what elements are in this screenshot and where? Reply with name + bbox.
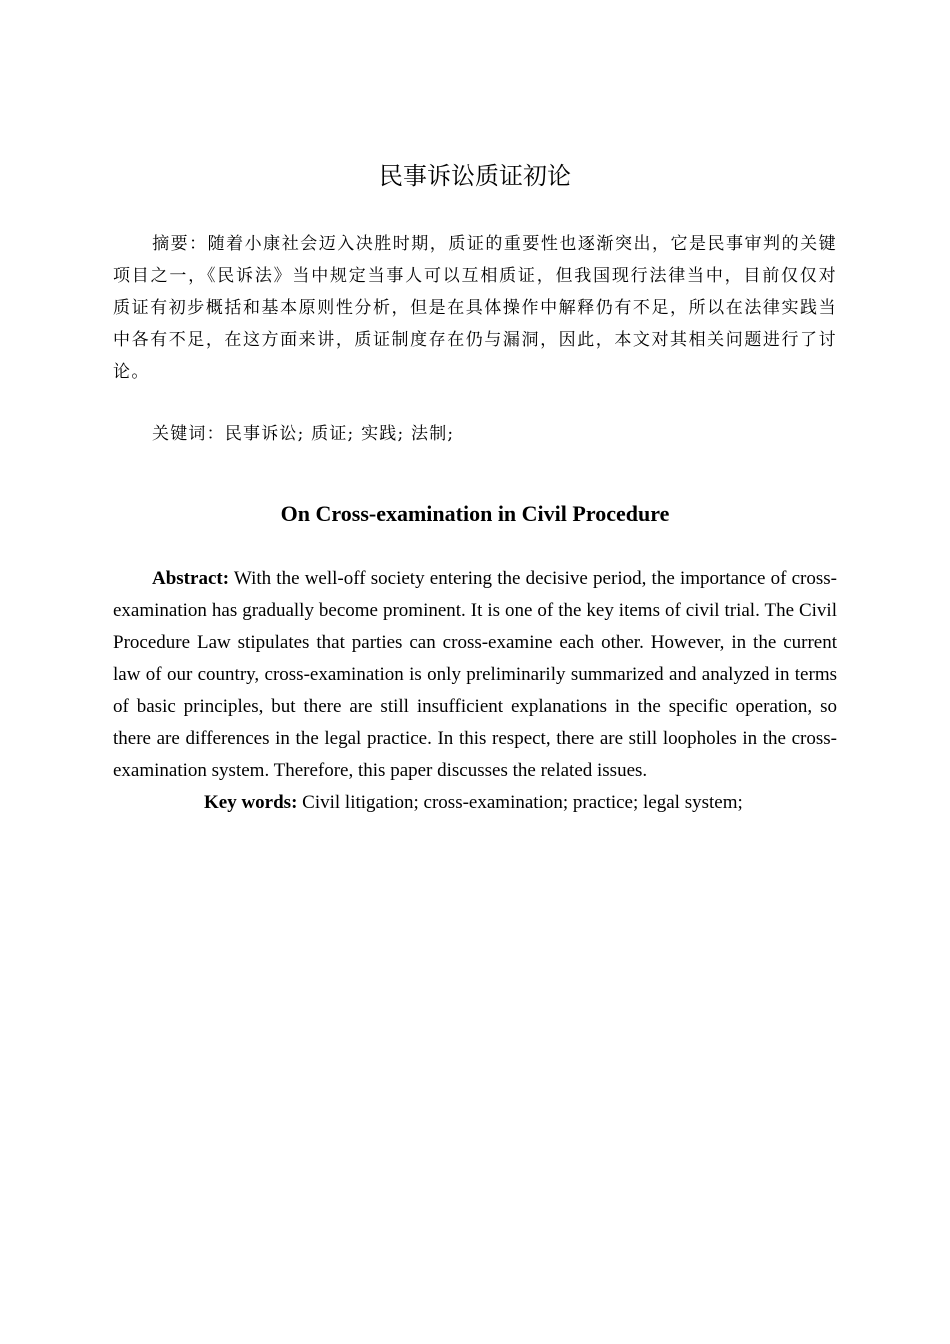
english-title: On Cross-examination in Civil Procedure — [280, 501, 670, 526]
chinese-keywords — [152, 418, 837, 450]
english-abstract — [113, 563, 837, 787]
chinese-keywords-label: 关键词： — [152, 424, 225, 444]
chinese-abstract-text: 随着小康社会迈入决胜时期，质证的重要性也逐渐突出，它是民事审判的关键项目之一，《民诉法》当中规定当事人可以互相质证，但我国现行法律当中，目前仅仅对质证有初步概括和基本原则性分析，但是在具体操作中解释仍有不足，所以在法律实践当中各有不足，在这方面来讲，质证制度存在仍与漏洞，因此，本文对其相关问题进行了讨论。 — [113, 234, 837, 382]
chinese-abstract-label: 摘要： — [152, 234, 208, 254]
english-keywords-text: Civil litigation; cross-examination; practice; legal system; — [302, 792, 743, 813]
chinese-abstract — [113, 228, 837, 388]
english-keywords-label: Key words: — [204, 792, 298, 813]
english-abstract-label: Abstract: — [152, 568, 230, 589]
english-keywords — [204, 787, 837, 819]
english-abstract-text: With the well-off society entering the decisive period, the importance of cross-examination has gradually become prominent. It is one of the key items of civil trial. The Civil Procedure Law stipulates that parties can cross-examine each other. However, in the current law of our country, cross-examination is only preliminarily summarized and analyzed in terms of basic principles, but there are still insufficient explanations in the specific operation, so there are differences in the legal practice. In this respect, there are still loopholes in the cross-examination system. Therefore, this paper discusses the related issues. — [113, 568, 837, 781]
chinese-title: 民事诉讼质证初论 — [379, 162, 571, 190]
chinese-keywords-text: 民事诉讼; 质证; 实践; 法制; — [224, 424, 455, 444]
